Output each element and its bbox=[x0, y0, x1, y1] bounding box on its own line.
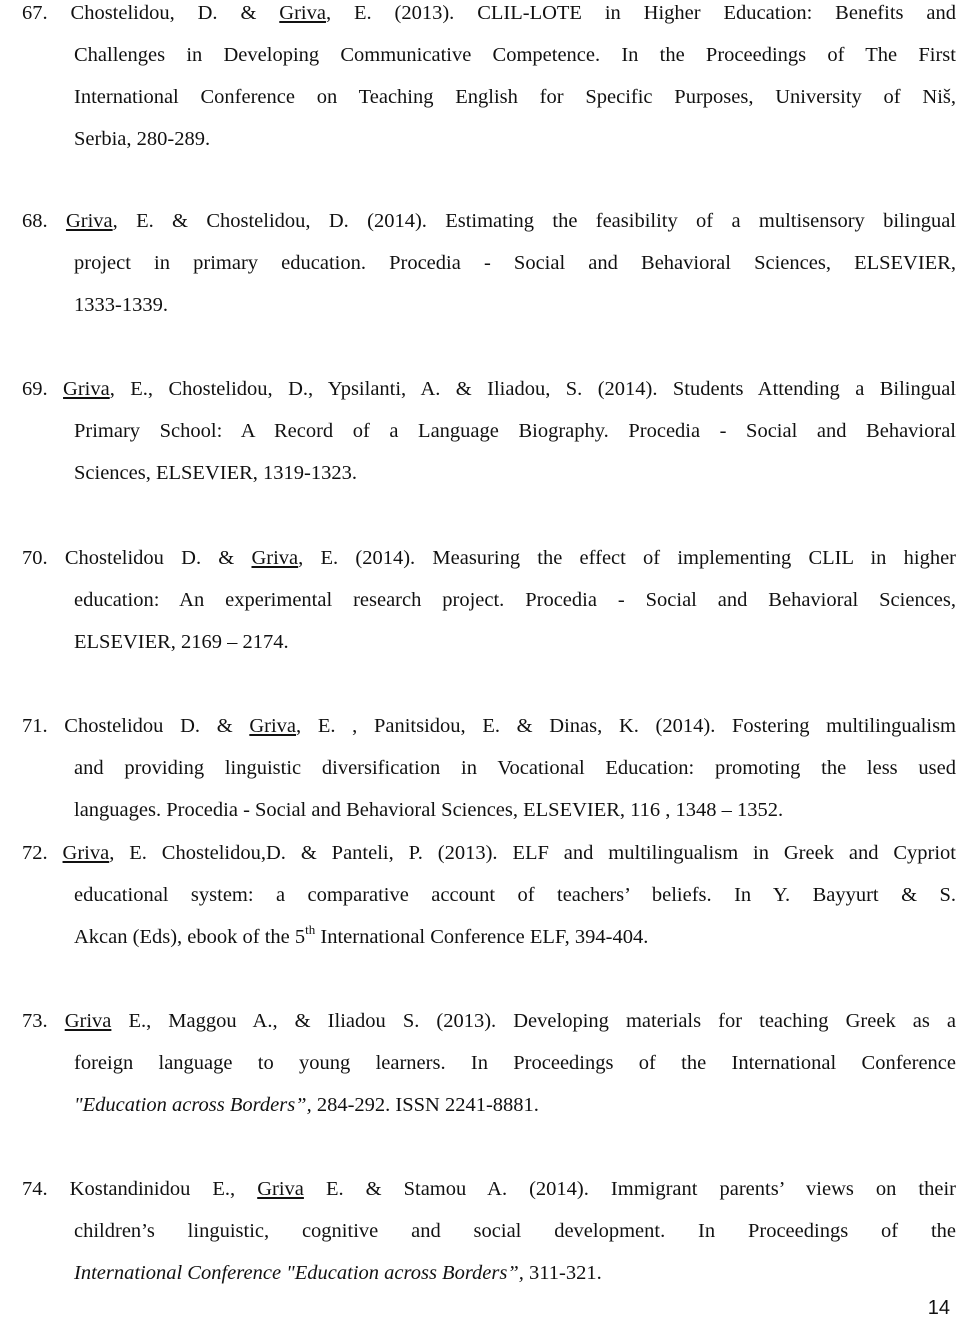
reference-line bbox=[22, 537, 956, 579]
reference-text: , E., Chostelidou, D., Ypsilanti, A. & Iliadou, S. (2014). Students Attending a Bilingual bbox=[109, 378, 957, 400]
reference-69 bbox=[22, 368, 956, 494]
reference-text: 1333-1339. bbox=[74, 294, 168, 316]
reference-70 bbox=[22, 537, 956, 663]
reference-text: , E. (2014). Measuring the effect of implementing CLIL in higher bbox=[298, 547, 956, 569]
reference-text: E., Maggou A., & Iliadou S. (2013). Developing materials for teaching Greek as a bbox=[111, 1010, 957, 1032]
reference-text: International Conference ELF, 394-404. bbox=[315, 926, 649, 948]
reference-text: and providing linguistic diversification in Vocational Education: promoting the less used bbox=[74, 757, 956, 779]
reference-text: "Education across Borders”, bbox=[74, 1094, 312, 1116]
reference-line bbox=[22, 284, 956, 326]
reference-text: education: An experimental research project. Procedia - Social and Behavioral Sciences, bbox=[74, 589, 956, 611]
reference-line bbox=[22, 1210, 956, 1252]
reference-text: 70. Chostelidou D. & bbox=[22, 547, 252, 569]
reference-line bbox=[22, 1000, 956, 1042]
reference-73 bbox=[22, 1000, 956, 1126]
reference-text: E. & Stamou A. (2014). Immigrant parents’ views on their bbox=[303, 1178, 956, 1200]
reference-68 bbox=[22, 200, 956, 326]
reference-text: 72. bbox=[22, 842, 63, 864]
reference-text: Challenges in Developing Communicative Competence. In the Proceedings of The First bbox=[74, 44, 956, 66]
reference-text: Akcan (Eds), ebook of the 5 bbox=[74, 926, 306, 948]
reference-line bbox=[22, 621, 956, 663]
reference-text: 71. Chostelidou D. & bbox=[22, 715, 250, 737]
reference-line bbox=[22, 242, 956, 284]
author-highlight: Griva bbox=[65, 210, 113, 232]
reference-text: , E. & Chostelidou, D. (2014). Estimating the feasibility of a multisensory bilingual bbox=[112, 210, 956, 232]
reference-text: , E. Chostelidou,D. & Panteli, P. (2013). ELF and multilingualism in Greek and Cypriot bbox=[109, 842, 956, 864]
reference-text: languages. Procedia - Social and Behavioral Sciences, ELSEVIER, 116 , 1348 – 1352. bbox=[74, 799, 784, 821]
reference-line bbox=[22, 452, 956, 494]
author-highlight: Griva bbox=[251, 547, 299, 569]
reference-text: 284-292. ISSN 2241-8881. bbox=[311, 1094, 539, 1116]
reference-line bbox=[22, 1252, 956, 1294]
reference-line bbox=[22, 1168, 956, 1210]
author-highlight: Griva bbox=[62, 842, 110, 864]
author-highlight: Griva bbox=[63, 378, 110, 400]
reference-text: 68. bbox=[22, 210, 66, 232]
reference-line bbox=[22, 916, 956, 958]
reference-text: Sciences, ELSEVIER, 1319-1323. bbox=[74, 462, 357, 484]
reference-text: 73. bbox=[22, 1010, 65, 1032]
reference-text: 67. Chostelidou, D. & bbox=[22, 2, 280, 24]
superscript: th bbox=[305, 922, 316, 937]
author-highlight: Griva bbox=[257, 1178, 304, 1200]
reference-line bbox=[22, 0, 956, 34]
reference-71 bbox=[22, 705, 956, 831]
reference-text: 311-321. bbox=[523, 1262, 602, 1284]
reference-67 bbox=[22, 0, 956, 160]
reference-text: International Conference on Teaching English for Specific Purposes, University of Niš, bbox=[74, 86, 956, 108]
author-highlight: Griva bbox=[64, 1010, 112, 1032]
reference-line bbox=[22, 34, 956, 76]
reference-text: Serbia, 280-289. bbox=[74, 128, 211, 150]
author-highlight: Griva bbox=[279, 2, 326, 24]
reference-text: 74. Kostandinidou E., bbox=[22, 1178, 258, 1200]
reference-line bbox=[22, 705, 956, 747]
reference-line bbox=[22, 789, 956, 831]
reference-text: , E. , Panitsidou, E. & Dinas, K. (2014). Fostering multilingualism bbox=[296, 715, 956, 737]
reference-line bbox=[22, 410, 956, 452]
reference-text: Primary School: A Record of a Language Biography. Procedia - Social and Behavioral bbox=[74, 420, 956, 442]
reference-line bbox=[22, 118, 956, 160]
reference-line bbox=[22, 832, 956, 874]
reference-line bbox=[22, 76, 956, 118]
reference-line bbox=[22, 1042, 956, 1084]
reference-line bbox=[22, 368, 956, 410]
reference-text: foreign language to young learners. In Proceedings of the International Conference bbox=[74, 1052, 956, 1074]
page-number: 14 bbox=[927, 1297, 950, 1319]
reference-line bbox=[22, 200, 956, 242]
reference-text: ELSEVIER, 2169 – 2174. bbox=[74, 631, 289, 653]
reference-line bbox=[22, 747, 956, 789]
reference-line bbox=[22, 579, 956, 621]
reference-text: 69. bbox=[22, 378, 64, 400]
reference-text: , E. (2013). CLIL-LOTE in Higher Education: Benefits and bbox=[325, 2, 956, 24]
reference-text: project in primary education. Procedia - Social and Behavioral Sciences, ELSEVIER, bbox=[74, 252, 956, 274]
reference-text: educational system: a comparative account of teachers’ beliefs. In Y. Bayyurt & S. bbox=[74, 884, 956, 906]
reference-text: children’s linguistic, cognitive and social development. In Proceedings of the bbox=[74, 1220, 956, 1242]
reference-line bbox=[22, 1084, 956, 1126]
author-highlight: Griva bbox=[249, 715, 297, 737]
reference-72 bbox=[22, 832, 956, 958]
reference-74 bbox=[22, 1168, 956, 1294]
reference-line bbox=[22, 874, 956, 916]
reference-text: International Conference "Education across Borders”, bbox=[74, 1262, 524, 1284]
